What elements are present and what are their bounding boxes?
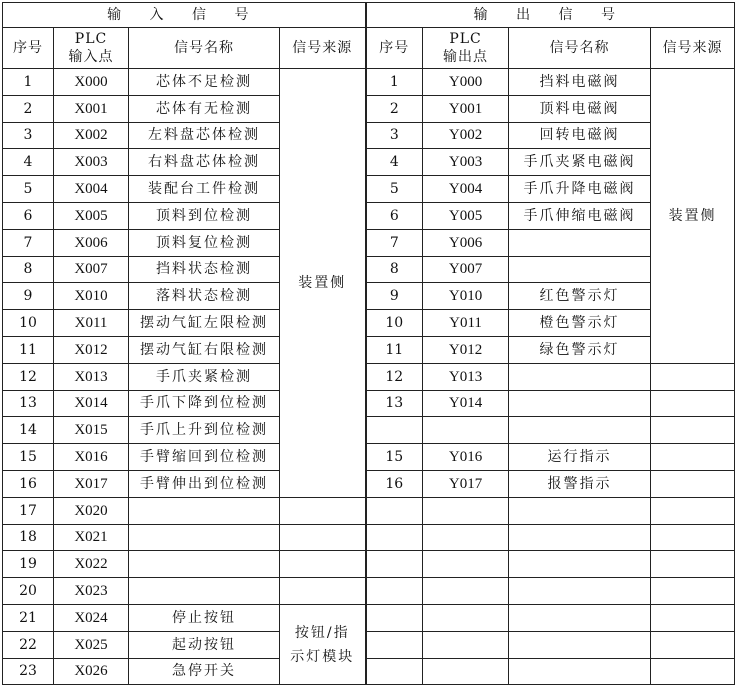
output-seq-cell: 1	[366, 69, 423, 96]
input-signal-name-cell	[129, 497, 280, 524]
input-signal-source-cell	[280, 578, 366, 605]
input-signal-name-cell: 芯体有无检测	[129, 95, 280, 122]
table-row	[3, 578, 735, 605]
input-plc-point-cell: X002	[54, 122, 129, 149]
input-seq-cell: 7	[3, 229, 54, 256]
input-signal-name-cell: 手臂伸出到位检测	[129, 470, 280, 497]
input-seq-cell: 1	[3, 69, 54, 96]
input-seq-cell: 13	[3, 390, 54, 417]
output-seq-header: 序号	[366, 28, 423, 69]
table-row	[3, 658, 735, 685]
input-signal-name-cell: 手爪夹紧检测	[129, 363, 280, 390]
output-signal-source-cell	[651, 417, 735, 444]
output-plc-point-cell: Y012	[423, 336, 509, 363]
output-signal-name-cell	[509, 524, 651, 551]
input-signal-name-cell: 手爪下降到位检测	[129, 390, 280, 417]
table-row	[3, 176, 735, 203]
input-seq-cell: 14	[3, 417, 54, 444]
table-row	[3, 470, 735, 497]
output-seq-cell: 4	[366, 149, 423, 176]
output-signal-source-cell	[651, 604, 735, 631]
output-seq-cell	[366, 497, 423, 524]
output-plc-point-cell: Y004	[423, 176, 509, 203]
input-plc-point-cell: X016	[54, 444, 129, 471]
output-signal-name-cell: 回转电磁阀	[509, 122, 651, 149]
output-seq-cell: 8	[366, 256, 423, 283]
input-signal-name-cell: 急停开关	[129, 658, 280, 685]
input-signal-name-cell	[129, 524, 280, 551]
input-signal-name-cell: 挡料状态检测	[129, 256, 280, 283]
input-signal-name-cell: 右料盘芯体检测	[129, 149, 280, 176]
table-row	[3, 524, 735, 551]
output-signal-name-cell: 运行指示	[509, 444, 651, 471]
input-signal-source-device: 装置侧	[280, 69, 366, 498]
output-plc-point-cell	[423, 417, 509, 444]
output-seq-cell	[366, 658, 423, 685]
output-plc-point-cell: Y013	[423, 363, 509, 390]
input-signal-name-cell: 摆动气缸右限检测	[129, 336, 280, 363]
input-signal-name-cell: 装配台工件检测	[129, 176, 280, 203]
table-row	[3, 631, 735, 658]
input-seq-cell: 10	[3, 310, 54, 337]
output-plc-point-cell: Y001	[423, 95, 509, 122]
input-plc-point-cell: X000	[54, 69, 129, 96]
input-plc-point-cell: X026	[54, 658, 129, 685]
table-row	[3, 363, 735, 390]
output-signal-name-cell	[509, 631, 651, 658]
output-signal-source-cell	[651, 524, 735, 551]
output-seq-cell: 2	[366, 95, 423, 122]
input-seq-header: 序号	[3, 28, 54, 69]
input-seq-cell: 15	[3, 444, 54, 471]
table-row	[3, 283, 735, 310]
output-signal-name-cell: 手爪伸缩电磁阀	[509, 202, 651, 229]
output-seq-cell: 11	[366, 336, 423, 363]
output-signal-name-header: 信号名称	[509, 28, 651, 69]
input-signal-name-cell: 顶料复位检测	[129, 229, 280, 256]
output-seq-cell: 12	[366, 363, 423, 390]
input-signal-source-header: 信号来源	[280, 28, 366, 69]
output-seq-cell: 10	[366, 310, 423, 337]
table-row	[3, 229, 735, 256]
output-plc-point-cell	[423, 578, 509, 605]
output-plc-point-cell: Y014	[423, 390, 509, 417]
input-signal-name-header: 信号名称	[129, 28, 280, 69]
output-signal-name-cell: 挡料电磁阀	[509, 69, 651, 96]
input-signal-name-cell: 芯体不足检测	[129, 69, 280, 96]
input-seq-cell: 18	[3, 524, 54, 551]
output-section-title: 输 出 信 号	[366, 3, 735, 28]
output-seq-cell: 5	[366, 176, 423, 203]
input-seq-cell: 22	[3, 631, 54, 658]
input-plc-point-cell: X010	[54, 283, 129, 310]
output-seq-cell: 7	[366, 229, 423, 256]
table-row	[3, 149, 735, 176]
output-signal-source-cell	[651, 470, 735, 497]
input-plc-point-cell: X004	[54, 176, 129, 203]
input-signal-name-cell: 左料盘芯体检测	[129, 122, 280, 149]
table-row	[3, 202, 735, 229]
output-signal-source-header: 信号来源	[651, 28, 735, 69]
output-signal-name-cell: 绿色警示灯	[509, 336, 651, 363]
title-row	[3, 3, 735, 28]
output-signal-source-device: 装置侧	[651, 69, 735, 364]
input-section-title: 输 入 信 号	[3, 3, 366, 28]
output-plc-point-cell: Y017	[423, 470, 509, 497]
input-signal-source-cell	[280, 497, 366, 524]
output-signal-name-cell	[509, 658, 651, 685]
output-seq-cell	[366, 551, 423, 578]
output-signal-name-cell	[509, 551, 651, 578]
input-seq-cell: 23	[3, 658, 54, 685]
output-plc-point-cell	[423, 631, 509, 658]
output-signal-name-cell	[509, 578, 651, 605]
input-signal-source-cell	[280, 551, 366, 578]
input-plc-point-cell: X005	[54, 202, 129, 229]
output-plc-point-cell: Y000	[423, 69, 509, 96]
input-seq-cell: 2	[3, 95, 54, 122]
output-plc-point-cell: Y016	[423, 444, 509, 471]
output-plc-point-cell: Y011	[423, 310, 509, 337]
input-seq-cell: 3	[3, 122, 54, 149]
input-seq-cell: 12	[3, 363, 54, 390]
input-plc-point-cell: X003	[54, 149, 129, 176]
output-plc-point-cell: Y006	[423, 229, 509, 256]
output-plc-header: PLC 输出点	[423, 28, 509, 69]
input-signal-name-cell: 手臂缩回到位检测	[129, 444, 280, 471]
input-plc-point-cell: X015	[54, 417, 129, 444]
output-seq-cell: 6	[366, 202, 423, 229]
output-signal-source-cell	[651, 631, 735, 658]
input-plc-point-cell: X007	[54, 256, 129, 283]
table-row	[3, 551, 735, 578]
output-plc-point-cell	[423, 497, 509, 524]
input-signal-source-cell	[280, 524, 366, 551]
output-plc-point-cell	[423, 524, 509, 551]
input-seq-cell: 6	[3, 202, 54, 229]
output-plc-point-cell: Y003	[423, 149, 509, 176]
input-plc-header: PLC 输入点	[54, 28, 129, 69]
input-signal-source-button-module: 按钮/指 示灯模块	[280, 604, 366, 684]
column-header-row	[3, 28, 735, 69]
table-row	[3, 310, 735, 337]
output-signal-name-cell	[509, 390, 651, 417]
table-row	[3, 256, 735, 283]
output-signal-name-cell: 顶料电磁阀	[509, 95, 651, 122]
input-plc-point-cell: X012	[54, 336, 129, 363]
output-signal-source-cell	[651, 390, 735, 417]
input-plc-point-cell: X011	[54, 310, 129, 337]
input-seq-cell: 9	[3, 283, 54, 310]
input-plc-point-cell: X020	[54, 497, 129, 524]
output-plc-point-cell	[423, 658, 509, 685]
input-seq-cell: 21	[3, 604, 54, 631]
table-row	[3, 604, 735, 631]
input-plc-point-cell: X024	[54, 604, 129, 631]
output-signal-name-cell: 橙色警示灯	[509, 310, 651, 337]
input-plc-point-cell: X025	[54, 631, 129, 658]
output-seq-cell	[366, 604, 423, 631]
output-seq-cell: 13	[366, 390, 423, 417]
input-signal-name-cell	[129, 578, 280, 605]
output-seq-cell	[366, 524, 423, 551]
input-signal-name-cell: 起动按钮	[129, 631, 280, 658]
output-seq-cell: 9	[366, 283, 423, 310]
output-signal-name-cell: 红色警示灯	[509, 283, 651, 310]
table-row	[3, 444, 735, 471]
output-signal-source-cell	[651, 578, 735, 605]
io-signal-table	[2, 2, 735, 685]
output-signal-source-cell	[651, 551, 735, 578]
input-signal-name-cell: 摆动气缸左限检测	[129, 310, 280, 337]
table-row	[3, 497, 735, 524]
output-signal-name-cell: 手爪升降电磁阀	[509, 176, 651, 203]
input-signal-name-cell: 顶料到位检测	[129, 202, 280, 229]
output-plc-point-cell: Y010	[423, 283, 509, 310]
input-plc-point-cell: X006	[54, 229, 129, 256]
input-plc-point-cell: X001	[54, 95, 129, 122]
output-seq-cell	[366, 578, 423, 605]
output-seq-cell: 16	[366, 470, 423, 497]
table-row	[3, 417, 735, 444]
output-signal-name-cell	[509, 256, 651, 283]
input-seq-cell: 5	[3, 176, 54, 203]
output-signal-name-cell: 手爪夹紧电磁阀	[509, 149, 651, 176]
output-signal-name-cell	[509, 363, 651, 390]
input-seq-cell: 19	[3, 551, 54, 578]
output-signal-source-cell	[651, 658, 735, 685]
input-signal-name-cell	[129, 551, 280, 578]
table-row	[3, 390, 735, 417]
input-seq-cell: 17	[3, 497, 54, 524]
output-plc-point-cell: Y002	[423, 122, 509, 149]
output-seq-cell: 15	[366, 444, 423, 471]
table-row	[3, 122, 735, 149]
input-seq-cell: 8	[3, 256, 54, 283]
input-seq-cell: 11	[3, 336, 54, 363]
output-signal-name-cell	[509, 497, 651, 524]
output-signal-name-cell	[509, 417, 651, 444]
input-seq-cell: 16	[3, 470, 54, 497]
input-seq-cell: 4	[3, 149, 54, 176]
output-plc-point-cell	[423, 604, 509, 631]
output-plc-point-cell: Y007	[423, 256, 509, 283]
output-plc-point-cell	[423, 551, 509, 578]
output-signal-source-cell	[651, 363, 735, 390]
input-signal-name-cell: 手爪上升到位检测	[129, 417, 280, 444]
input-seq-cell: 20	[3, 578, 54, 605]
output-seq-cell: 3	[366, 122, 423, 149]
input-signal-name-cell: 落料状态检测	[129, 283, 280, 310]
input-plc-point-cell: X022	[54, 551, 129, 578]
input-plc-point-cell: X023	[54, 578, 129, 605]
table-row	[3, 95, 735, 122]
table-row	[3, 336, 735, 363]
input-plc-point-cell: X014	[54, 390, 129, 417]
table-row	[3, 69, 735, 96]
input-plc-point-cell: X017	[54, 470, 129, 497]
input-signal-name-cell: 停止按钮	[129, 604, 280, 631]
output-seq-cell	[366, 631, 423, 658]
output-plc-point-cell: Y005	[423, 202, 509, 229]
input-plc-point-cell: X013	[54, 363, 129, 390]
output-seq-cell	[366, 417, 423, 444]
output-signal-source-cell	[651, 497, 735, 524]
input-plc-point-cell: X021	[54, 524, 129, 551]
output-signal-name-cell: 报警指示	[509, 470, 651, 497]
output-signal-name-cell	[509, 604, 651, 631]
output-signal-source-cell	[651, 444, 735, 471]
output-signal-name-cell	[509, 229, 651, 256]
